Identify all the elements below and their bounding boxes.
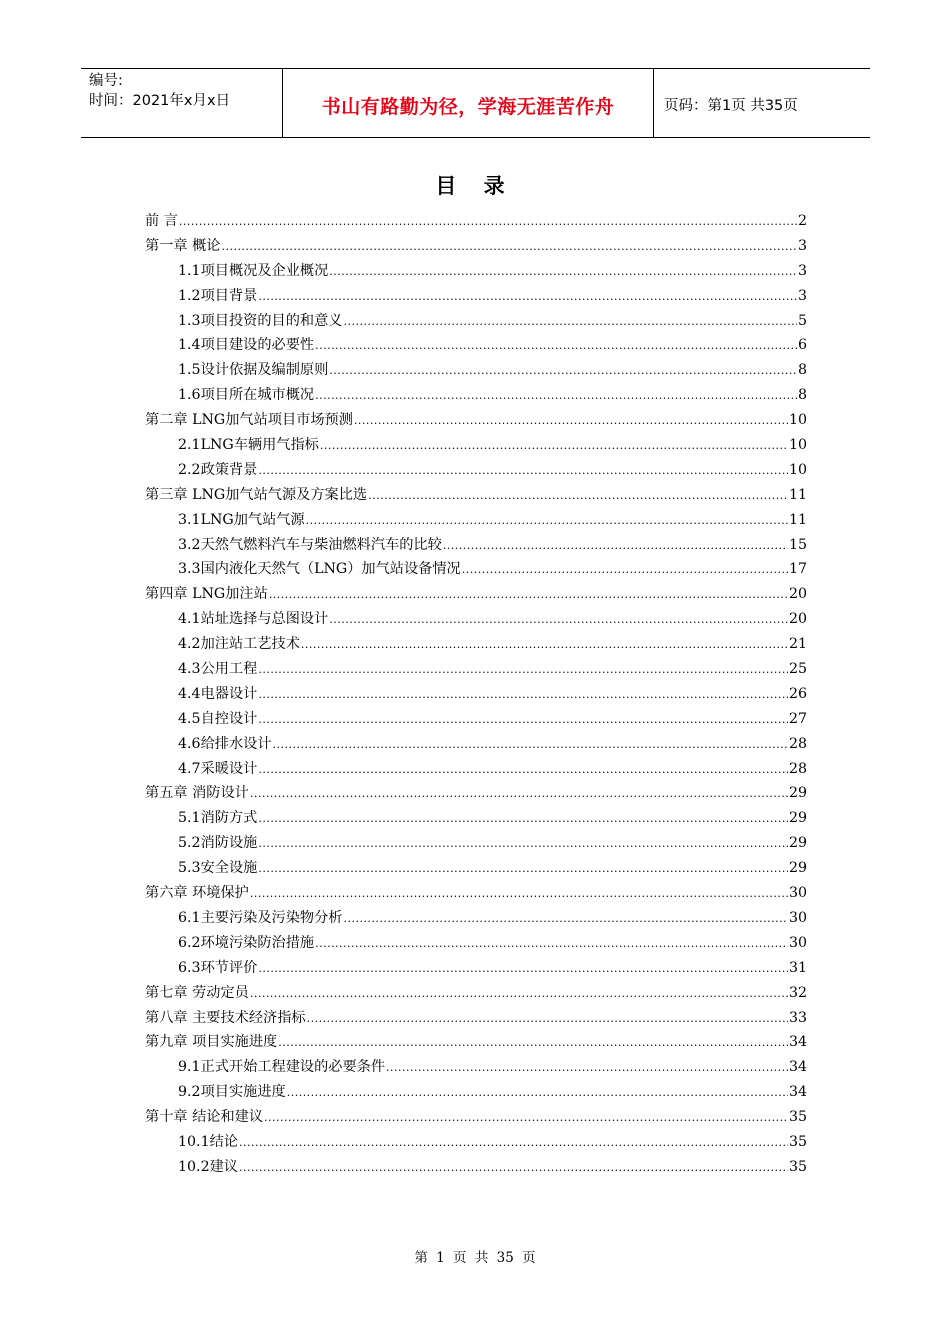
toc-entry-label: 4.7采暖设计 [178, 760, 258, 777]
toc-entry[interactable] [145, 358, 807, 383]
toc-dot-leader [443, 534, 788, 559]
toc-entry-label: 3.1LNG加气站气源 [178, 511, 305, 528]
toc-entry-page: 25 [788, 661, 807, 678]
toc-entry-page: 17 [788, 561, 807, 578]
toc-entry[interactable] [145, 209, 807, 234]
toc-dot-leader [258, 758, 788, 783]
toc-entry-page: 3 [797, 287, 807, 304]
header-motto: 书山有路勤为径，学海无涯苦作舟 [282, 69, 654, 137]
toc-dot-leader [258, 857, 788, 882]
toc-title: 目 录 [435, 174, 515, 198]
header-page-info: 页码：第1页 共35页 [664, 97, 798, 114]
toc-entry-label: 10.2建议 [178, 1158, 238, 1175]
toc-entry-page: 29 [788, 835, 807, 852]
page-footer: 第 1 页 共 35 页 [414, 1250, 536, 1266]
toc-entry-page: 11 [788, 511, 807, 528]
toc-entry-page: 35 [788, 1109, 807, 1126]
toc-entry-page: 3 [797, 237, 807, 254]
toc-entry-page: 32 [788, 984, 807, 1001]
toc-dot-leader [386, 1056, 788, 1081]
toc-entry[interactable] [145, 1030, 807, 1055]
toc-entry-page: 31 [788, 959, 807, 976]
toc-entry-page: 28 [788, 735, 807, 752]
toc-entry-label: 4.3公用工程 [178, 661, 258, 678]
toc-dot-leader [250, 982, 788, 1007]
toc-entry[interactable] [145, 333, 807, 358]
toc-entry-label: 第三章 LNG加气站气源及方案比选 [145, 486, 368, 503]
header-meta [81, 69, 282, 137]
toc-entry[interactable] [145, 1055, 807, 1080]
toc-entry-label: 9.2项目实施进度 [178, 1084, 286, 1101]
toc-entry-page: 20 [788, 611, 807, 628]
toc-dot-leader [258, 708, 788, 733]
toc-entry-page: 2 [797, 213, 807, 229]
toc-entry-label: 4.5自控设计 [178, 710, 258, 727]
toc-entry[interactable] [145, 1155, 807, 1180]
toc-dot-leader [258, 459, 788, 484]
toc-entry[interactable] [145, 309, 807, 334]
toc-dot-leader [462, 558, 788, 583]
toc-entry-label: 4.2加注站工艺技术 [178, 636, 300, 653]
document-number-label: 编号: [89, 73, 123, 89]
toc-entry[interactable] [145, 433, 807, 458]
toc-entry[interactable] [145, 408, 807, 433]
toc-entry-label: 1.3项目投资的目的和意义 [178, 312, 343, 329]
toc-entry-label: 第六章 环境保护 [145, 885, 249, 902]
toc-entry[interactable] [145, 956, 807, 981]
toc-entry-page: 10 [788, 412, 807, 429]
toc-dot-leader [315, 932, 788, 957]
table-of-contents [145, 209, 807, 1180]
toc-entry-label: 第十章 结论和建议 [145, 1109, 264, 1126]
toc-entry[interactable] [145, 533, 807, 558]
toc-entry-label: 2.2政策背景 [178, 461, 258, 478]
toc-entry-label: 第五章 消防设计 [145, 785, 249, 802]
toc-entry-label: 3.2天然气燃料汽车与柴油燃料汽车的比较 [178, 536, 442, 553]
toc-dot-leader [329, 359, 797, 384]
toc-entry[interactable] [145, 508, 807, 533]
toc-entry-label: 第一章 概论 [145, 237, 221, 254]
toc-dot-leader [250, 882, 788, 907]
toc-dot-leader [239, 1131, 788, 1156]
toc-entry-page: 30 [788, 934, 807, 951]
toc-entry-label: 4.6给排水设计 [178, 735, 272, 752]
toc-entry-page: 28 [788, 760, 807, 777]
toc-dot-leader [306, 509, 788, 534]
toc-entry-page: 34 [788, 1084, 807, 1101]
toc-dot-leader [343, 310, 797, 335]
toc-entry[interactable] [145, 881, 807, 906]
toc-entry-label: 1.5设计依据及编制原则 [178, 362, 329, 379]
toc-entry-label: 6.3环节评价 [178, 959, 258, 976]
toc-entry-page: 5 [797, 312, 807, 329]
toc-dot-leader [287, 1081, 788, 1106]
toc-entry-page: 3 [797, 262, 807, 279]
toc-entry-label: 10.1结论 [178, 1133, 238, 1150]
toc-entry-label: 1.6项目所在城市概况 [178, 387, 315, 404]
toc-entry-label: 第七章 劳动定员 [145, 984, 249, 1001]
toc-entry-page: 20 [788, 586, 807, 603]
toc-entry[interactable] [145, 682, 807, 707]
toc-entry-label: 1.4项目建设的必要性 [178, 337, 315, 354]
toc-entry-label: 5.3安全设施 [178, 860, 258, 877]
toc-dot-leader [368, 484, 788, 509]
toc-entry-label: 6.2环境污染防治措施 [178, 934, 315, 951]
toc-entry-page: 15 [788, 536, 807, 553]
toc-entry[interactable] [145, 1105, 807, 1130]
toc-entry-label: 前 言 [145, 213, 178, 229]
toc-entry[interactable] [145, 781, 807, 806]
toc-entry-page: 27 [788, 710, 807, 727]
toc-entry-label: 6.1主要污染及污染物分析 [178, 909, 343, 926]
toc-entry[interactable] [145, 831, 807, 856]
toc-dot-leader [258, 285, 797, 310]
toc-entry-label: 第二章 LNG加气站项目市场预测 [145, 412, 353, 429]
toc-dot-leader [258, 658, 788, 683]
toc-dot-leader [354, 409, 788, 434]
toc-entry[interactable] [145, 383, 807, 408]
toc-dot-leader [258, 807, 788, 832]
toc-entry-page: 11 [788, 486, 807, 503]
toc-entry-page: 30 [788, 909, 807, 926]
toc-dot-leader [269, 583, 788, 608]
toc-dot-leader [258, 832, 788, 857]
toc-dot-leader [315, 384, 797, 409]
toc-entry[interactable] [145, 931, 807, 956]
toc-dot-leader [239, 1156, 788, 1181]
toc-entry-page: 29 [788, 785, 807, 802]
toc-dot-leader [278, 1031, 788, 1056]
toc-entry-label: 3.3国内液化天然气（LNG）加气站设备情况 [178, 561, 461, 578]
toc-entry-page: 34 [788, 1059, 807, 1076]
toc-entry-label: 第八章 主要技术经济指标 [145, 1009, 306, 1026]
toc-entry-page: 21 [788, 636, 807, 653]
toc-dot-leader [258, 957, 788, 982]
toc-entry-label: 第四章 LNG加注站 [145, 586, 268, 603]
toc-entry-label: 第九章 项目实施进度 [145, 1034, 278, 1051]
toc-entry-page: 29 [788, 810, 807, 827]
toc-entry[interactable] [145, 234, 807, 259]
toc-entry[interactable] [145, 1006, 807, 1031]
toc-dot-leader [250, 782, 788, 807]
toc-entry-label: 1.2项目背景 [178, 287, 258, 304]
toc-dot-leader [329, 608, 788, 633]
toc-entry[interactable] [145, 856, 807, 881]
toc-dot-leader [264, 1106, 788, 1131]
toc-entry-label: 1.1项目概况及企业概况 [178, 262, 329, 279]
toc-entry[interactable] [145, 458, 807, 483]
toc-entry[interactable] [145, 707, 807, 732]
toc-entry-page: 35 [788, 1133, 807, 1150]
toc-entry-label: 4.1站址选择与总图设计 [178, 611, 329, 628]
toc-entry-page: 35 [788, 1158, 807, 1175]
toc-entry[interactable] [145, 607, 807, 632]
toc-entry[interactable] [145, 284, 807, 309]
page-header [81, 68, 870, 138]
toc-entry[interactable] [145, 1080, 807, 1105]
toc-entry[interactable] [145, 483, 807, 508]
toc-dot-leader [273, 733, 788, 758]
toc-entry-page: 33 [788, 1009, 807, 1026]
toc-dot-leader [320, 434, 788, 459]
toc-entry-label: 4.4电器设计 [178, 685, 258, 702]
toc-entry-page: 26 [788, 685, 807, 702]
toc-entry[interactable] [145, 757, 807, 782]
toc-entry[interactable] [145, 732, 807, 757]
toc-entry[interactable] [145, 632, 807, 657]
toc-entry-page: 10 [788, 461, 807, 478]
toc-entry[interactable] [145, 557, 807, 582]
toc-entry-page: 34 [788, 1034, 807, 1051]
toc-entry[interactable] [145, 906, 807, 931]
toc-entry[interactable] [145, 981, 807, 1006]
toc-entry[interactable] [145, 259, 807, 284]
toc-dot-leader [343, 907, 787, 932]
toc-entry[interactable] [145, 582, 807, 607]
toc-entry-page: 30 [788, 885, 807, 902]
toc-entry-label: 5.2消防设施 [178, 835, 258, 852]
toc-dot-leader [258, 683, 788, 708]
toc-entry-label: 9.1正式开始工程建设的必要条件 [178, 1059, 386, 1076]
toc-dot-leader [301, 633, 788, 658]
toc-entry-page: 10 [788, 437, 807, 454]
toc-entry[interactable] [145, 806, 807, 831]
toc-dot-leader [315, 334, 797, 359]
toc-entry[interactable] [145, 1130, 807, 1155]
document-time-label: 时间：2021年x月x日 [89, 93, 231, 109]
toc-dot-leader [307, 1007, 788, 1032]
toc-entry-label: 5.1消防方式 [178, 810, 258, 827]
toc-dot-leader [179, 210, 797, 235]
toc-entry-page: 8 [797, 362, 807, 379]
toc-dot-leader [329, 260, 797, 285]
toc-entry-page: 8 [797, 387, 807, 404]
toc-entry-label: 2.1LNG车辆用气指标 [178, 437, 319, 454]
toc-entry[interactable] [145, 657, 807, 682]
toc-entry-page: 6 [797, 337, 807, 354]
toc-dot-leader [221, 235, 797, 260]
toc-entry-page: 29 [788, 860, 807, 877]
